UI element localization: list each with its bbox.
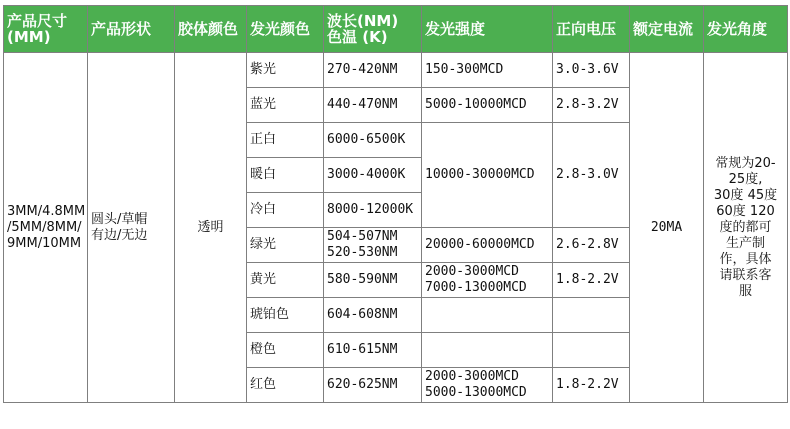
shape-cell: 圆头/草帽 有边/无边 bbox=[88, 53, 175, 403]
header-intensity: 发光强度 bbox=[422, 6, 553, 53]
intensity-cell: 10000-30000MCD bbox=[422, 123, 553, 228]
header-voltage: 正向电压 bbox=[553, 6, 630, 53]
intensity-cell bbox=[422, 333, 553, 368]
voltage-cell: 1.8-2.2V bbox=[553, 368, 630, 403]
emit-color-cell: 正白 bbox=[247, 123, 324, 158]
voltage-cell: 2.8-3.2V bbox=[553, 88, 630, 123]
emit-color-cell: 暖白 bbox=[247, 158, 324, 193]
header-body-color: 胶体颜色 bbox=[175, 6, 247, 53]
wavelength-cell: 8000-12000K bbox=[324, 193, 422, 228]
emit-color-cell: 黄光 bbox=[247, 263, 324, 298]
voltage-cell: 3.0-3.6V bbox=[553, 53, 630, 88]
intensity-cell: 2000-3000MCD 7000-13000MCD bbox=[422, 263, 553, 298]
table-row bbox=[4, 53, 788, 88]
emit-color-cell: 紫光 bbox=[247, 53, 324, 88]
header-shape: 产品形状 bbox=[88, 6, 175, 53]
wavelength-cell: 580-590NM bbox=[324, 263, 422, 298]
led-spec-table bbox=[3, 5, 788, 403]
emit-color-cell: 冷白 bbox=[247, 193, 324, 228]
intensity-cell: 150-300MCD bbox=[422, 53, 553, 88]
wavelength-cell: 504-507NM 520-530NM bbox=[324, 228, 422, 263]
current-cell: 20MA bbox=[630, 53, 704, 403]
angle-cell: 常规为20- 25度, 30度 45度 60度 120 度的都可 生产制 作，具体 请联系客 服 bbox=[704, 53, 788, 403]
voltage-cell: 1.8-2.2V bbox=[553, 263, 630, 298]
emit-color-cell: 红色 bbox=[247, 368, 324, 403]
voltage-cell bbox=[553, 298, 630, 333]
header-emit-color: 发光颜色 bbox=[247, 6, 324, 53]
emit-color-cell: 琥铂色 bbox=[247, 298, 324, 333]
voltage-cell: 2.8-3.0V bbox=[553, 123, 630, 228]
intensity-cell: 5000-10000MCD bbox=[422, 88, 553, 123]
voltage-cell: 2.6-2.8V bbox=[553, 228, 630, 263]
emit-color-cell: 蓝光 bbox=[247, 88, 324, 123]
voltage-cell bbox=[553, 333, 630, 368]
header-row bbox=[4, 6, 788, 53]
header-current: 额定电流 bbox=[630, 6, 704, 53]
intensity-cell: 20000-60000MCD bbox=[422, 228, 553, 263]
emit-color-cell: 橙色 bbox=[247, 333, 324, 368]
intensity-cell: 2000-3000MCD 5000-13000MCD bbox=[422, 368, 553, 403]
header-size: 产品尺寸 (MM) bbox=[4, 6, 88, 53]
wavelength-cell: 604-608NM bbox=[324, 298, 422, 333]
wavelength-cell: 6000-6500K bbox=[324, 123, 422, 158]
wavelength-cell: 620-625NM bbox=[324, 368, 422, 403]
wavelength-cell: 3000-4000K bbox=[324, 158, 422, 193]
header-wavelength: 波长(NM) 色温 (K) bbox=[324, 6, 422, 53]
emit-color-cell: 绿光 bbox=[247, 228, 324, 263]
size-cell: 3MM/4.8MM /5MM/8MM/ 9MM/10MM bbox=[4, 53, 88, 403]
header-angle: 发光角度 bbox=[704, 6, 788, 53]
intensity-cell bbox=[422, 298, 553, 333]
wavelength-cell: 610-615NM bbox=[324, 333, 422, 368]
body-color-cell: 透明 bbox=[175, 53, 247, 403]
wavelength-cell: 440-470NM bbox=[324, 88, 422, 123]
wavelength-cell: 270-420NM bbox=[324, 53, 422, 88]
